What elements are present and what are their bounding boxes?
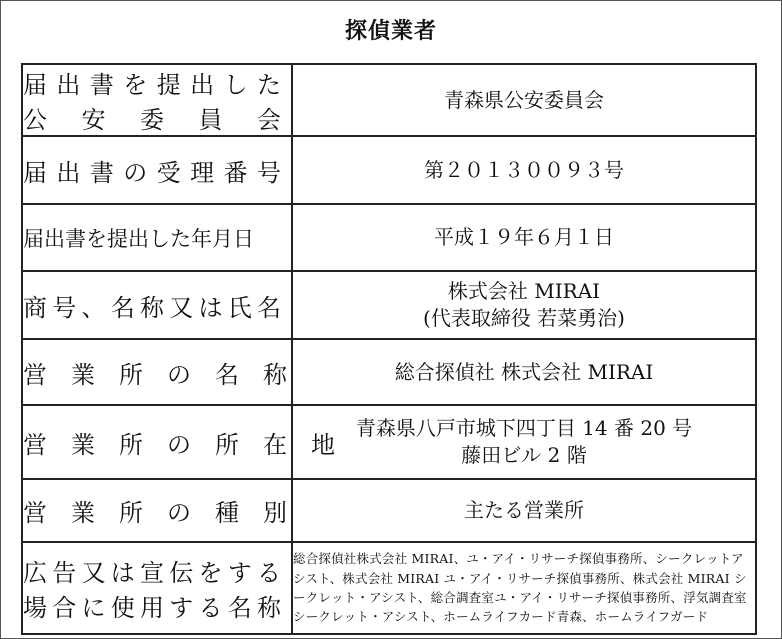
table-row	[22, 136, 756, 204]
label-line: 営 業 所 の 名 称	[23, 360, 287, 389]
row-value	[292, 204, 756, 271]
row-value	[292, 405, 756, 479]
value-line: 主たる営業所	[464, 498, 584, 522]
value-line: 青森県八戸市城下四丁目 14 番 20 号	[355, 416, 693, 440]
row-label	[22, 204, 292, 271]
table-row	[22, 204, 756, 271]
value-line: 株式会社 MIRAI	[447, 279, 601, 303]
table-row	[22, 405, 756, 479]
row-value	[292, 64, 756, 136]
value-line: 第２０１３００９３号	[424, 157, 624, 182]
value-line: 青森県公安委員会	[444, 87, 604, 112]
value-line: 総合探偵社株式会社 MIRAI、ユ・アイ・リサーチ探偵事務所、シークレットアシスト、株式会社 MIRAI ユ・アイ・リサーチ探偵事務所、株式会社 MIRAI シークレット・アシスト、総合調査室ユ・アイ・リサーチ探偵事務所、浮気調査室シークレット・アシスト、ホームライフカード青森、ホームライフガード	[293, 551, 747, 625]
row-value	[292, 271, 756, 339]
row-label	[22, 479, 292, 542]
table-row	[22, 64, 756, 136]
row-label	[22, 136, 292, 204]
label-line: 公 安 委 員 会	[23, 106, 281, 134]
page-title: 探偵業者	[344, 18, 437, 44]
row-label	[22, 64, 292, 136]
row-label	[22, 405, 335, 479]
row-value	[292, 479, 756, 542]
value-line: 平成１９年６月１日	[434, 225, 614, 249]
row-label	[22, 542, 292, 634]
registration-table	[21, 63, 757, 635]
label-line: 広告又は宣伝をする	[23, 559, 281, 587]
label-line: 届出書を提出した年月日	[23, 226, 254, 251]
row-value	[292, 339, 756, 405]
value-line: (代表取締役 若菜勇治)	[423, 306, 625, 330]
row-label	[22, 339, 292, 405]
table-row	[22, 542, 756, 634]
label-line: 商号、名称又は氏名	[23, 293, 281, 322]
row-label	[22, 271, 292, 339]
value-line: 藤田ビル 2 階	[461, 443, 587, 467]
label-line: 営 業 所 の 種 別	[23, 499, 287, 527]
label-line: 場合に使用する名称	[23, 594, 281, 622]
value-line: 総合探偵社 株式会社 MIRAI	[394, 359, 654, 384]
table-row	[22, 339, 756, 405]
row-value	[292, 136, 756, 204]
label-line: 営 業 所 の 所 在 地	[23, 430, 335, 459]
table-row	[22, 479, 756, 542]
label-line: 届出書を提出した	[23, 71, 281, 99]
table-row	[22, 271, 756, 339]
label-line: 届出書の受理番号	[23, 158, 281, 187]
row-value	[292, 542, 756, 634]
